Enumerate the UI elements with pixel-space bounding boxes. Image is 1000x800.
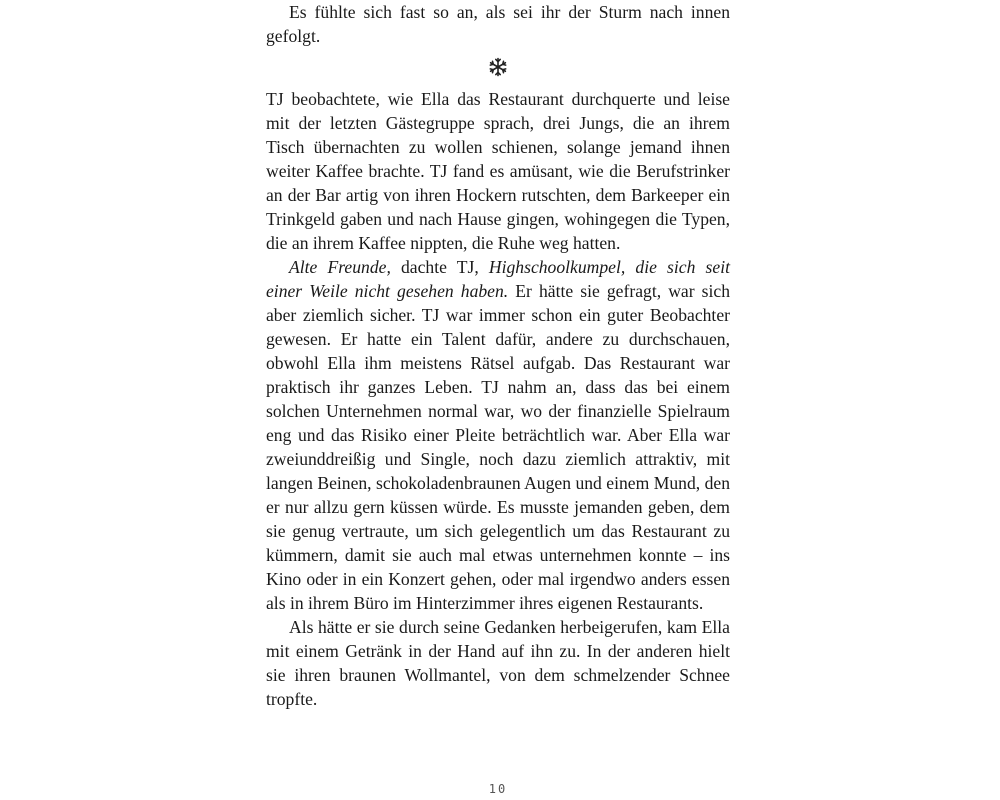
paragraph-2: TJ beobachtete, wie Ella das Restaurant durchquerte und leise mit der letzten Gästegruppe sprach, drei Jungs, die an ihrem Tisch übernachten zu wollen schienen, solange jemand ihnen weiter Kaffee brachte. TJ fand es amüsant, wie die Berufstrinker an der Bar artig von ihren Hockern rutschten, dem Barkeeper ein Trinkgeld gaben und nach Hause gingen, wohingegen die Typen, die an ihrem Kaffee nippten, die Ruhe weg hatten. bbox=[266, 89, 730, 253]
paragraph-4: Als hätte er sie durch seine Gedanken herbeigerufen, kam Ella mit einem Getränk in der Hand auf ihn zu. In der anderen hielt sie ihren braunen Wollmantel, von dem schmelzender Schnee tropfte. bbox=[266, 617, 730, 709]
paragraph-3-text-a: dachte TJ, bbox=[390, 257, 489, 277]
thought-alte-freunde: Alte Freunde, bbox=[289, 257, 391, 277]
thought-highschoolkumpel: Highschoolkumpel, die sich seit einer Weile nicht gesehen haben. bbox=[266, 257, 730, 301]
snowflake-icon bbox=[488, 57, 508, 77]
paragraph-3 bbox=[266, 255, 730, 615]
scene-break bbox=[266, 55, 730, 79]
page-number: 10 bbox=[488, 782, 508, 796]
paragraph-3-text-b: Er hätte sie gefragt, war sich aber ziemlich sicher. TJ war immer schon ein guter Beobachter gewesen. Er hatte ein Talent dafür, andere zu durchschauen, obwohl Ella ihm meistens Rätsel aufgab. Das Restaurant war praktisch ihr ganzes Leben. TJ nahm an, dass das bei einem solchen Unternehmen normal war, wo der finanzielle Spielraum eng und das Risiko einer Pleite beträchtlich war. Aber Ella war zweiunddreißig und Single, noch dazu ziemlich attraktiv, mit langen Beinen, schokoladenbraunen Augen und einem Mund, den er nur allzu gern küssen würde. Es musste jemanden geben, dem sie genug vertraute, um sich gelegentlich um das Restaurant zu kümmern, damit sie auch mal etwas unternehmen konnte – ins Kino oder in ein Konzert gehen, oder mal irgendwo anders essen als in ihrem Büro im Hinterzimmer ihres eigenen Restaurants. bbox=[266, 281, 730, 613]
body-text bbox=[266, 0, 730, 711]
paragraph-1: Es fühlte sich fast so an, als sei ihr der Sturm nach innen gefolgt. bbox=[266, 2, 730, 46]
book-page bbox=[266, 0, 730, 800]
